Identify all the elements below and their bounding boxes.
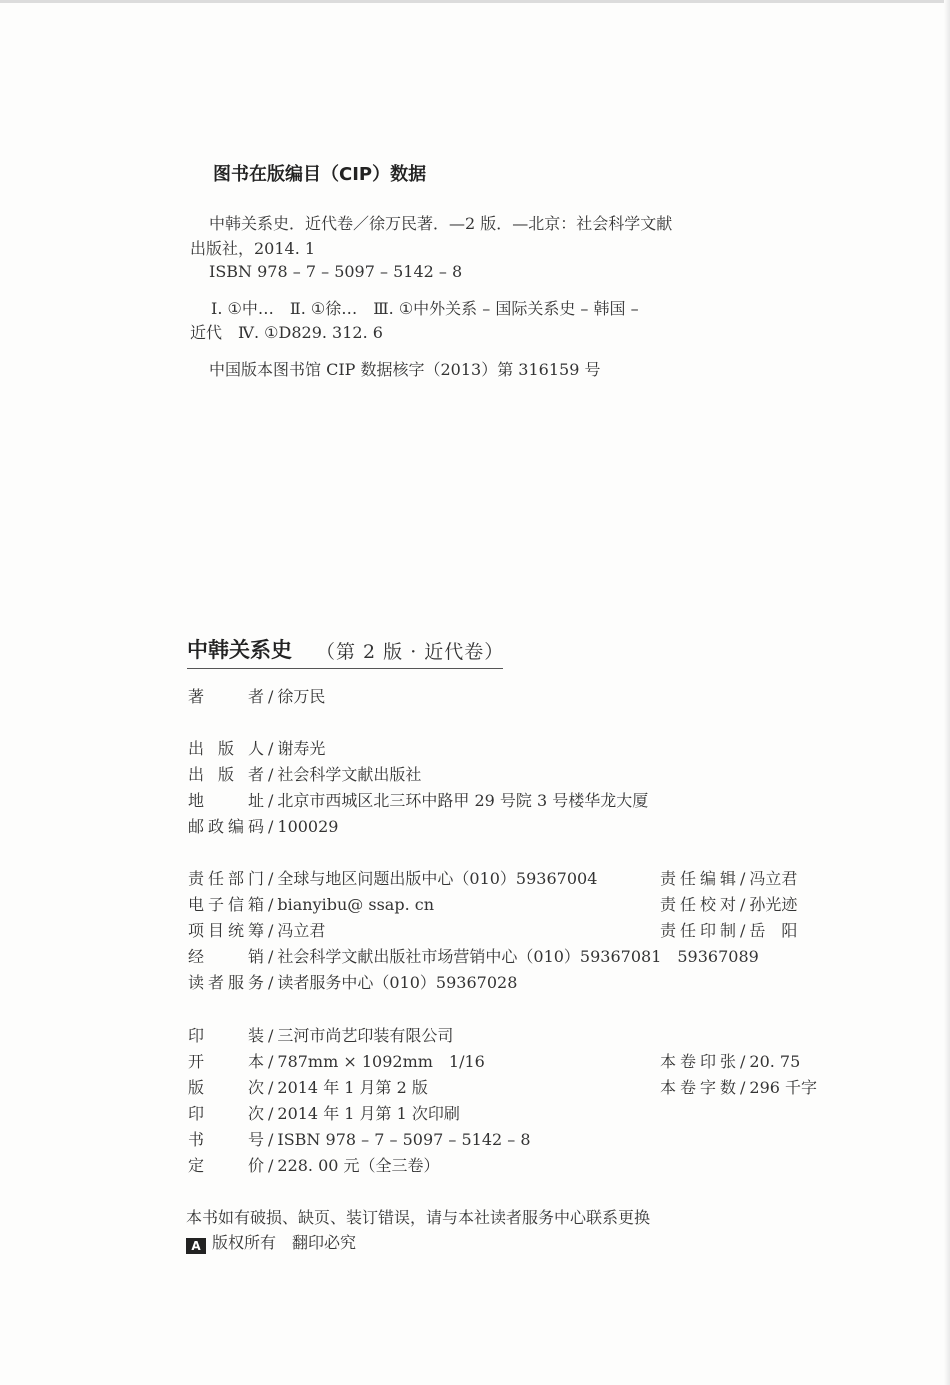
print-price: 定 价 / 228. 00 元（全三卷） (188, 1154, 440, 1178)
print-edition: 版 次 / 2014 年 1 月第 2 版 (188, 1076, 428, 1100)
credit-publisher-person-label: 出 版 人 (188, 739, 264, 758)
title-underline (187, 668, 503, 669)
dept-coordinator: 项目统筹 / 冯立君 (188, 919, 325, 943)
dept-coordinator-value: 冯立君 (277, 921, 326, 940)
credit-author-label: 著 者 (188, 687, 264, 706)
credit-postcode-label: 邮政编码 (188, 817, 264, 836)
print-price-value: 228. 00 元（全三卷） (277, 1156, 440, 1175)
dept-proofreader-value: 孙光迹 (749, 895, 798, 914)
dept-reader-service-value: 读者服务中心（010）59367028 (277, 973, 518, 992)
credit-address: 地 址 / 北京市西城区北三环中路甲 29 号院 3 号楼华龙大厦 (188, 789, 648, 813)
dept-email-value: bianyibu@ ssap. cn (277, 895, 435, 914)
credit-postcode-value: 100029 (277, 817, 339, 836)
print-sheets-value: 20. 75 (749, 1052, 801, 1071)
cip-line-4: Ⅰ. ①中… Ⅱ. ①徐… Ⅲ. ①中外关系 – 国际关系史 – 韩国 – (211, 299, 639, 318)
cip-line-1: 中韩关系史．近代卷／徐万民著．—2 版．—北京：社会科学文献 (209, 214, 673, 233)
credit-publisher: 出 版 者 / 社会科学文献出版社 (188, 763, 421, 787)
dept-responsible-value: 全球与地区问题出版中心（010）59367004 (277, 869, 598, 888)
dept-coordinator-label: 项目统筹 (188, 921, 264, 940)
credit-postcode: 邮政编码 / 100029 (188, 815, 338, 839)
dept-sales-label: 经 销 (188, 947, 264, 966)
print-words: 本卷字数 / 296 千字 (660, 1076, 817, 1100)
page-right-edge (944, 0, 950, 1385)
cip-line-3: ISBN 978 – 7 – 5097 – 5142 – 8 (209, 262, 463, 281)
print-edition-label: 版 次 (188, 1078, 264, 1097)
dept-responsible: 责任部门 / 全球与地区问题出版中心（010）59367004 (188, 867, 597, 891)
cip-line-6: 中国版本图书馆 CIP 数据核字（2013）第 316159 号 (209, 360, 601, 379)
print-isbn-value: ISBN 978 – 7 – 5097 – 5142 – 8 (277, 1130, 531, 1149)
print-binding-label: 印 装 (188, 1026, 264, 1045)
print-isbn: 书 号 / ISBN 978 – 7 – 5097 – 5142 – 8 (188, 1128, 531, 1152)
credit-address-label: 地 址 (188, 791, 264, 810)
print-sheets: 本卷印张 / 20. 75 (660, 1050, 800, 1074)
print-impression-label: 印 次 (188, 1104, 264, 1123)
dept-editor-value: 冯立君 (749, 869, 798, 888)
credit-address-value: 北京市西城区北三环中路甲 29 号院 3 号楼华龙大厦 (277, 791, 649, 810)
dept-email-label: 电子信箱 (188, 895, 264, 914)
print-edition-value: 2014 年 1 月第 2 版 (277, 1078, 428, 1097)
dept-proofreader-label: 责任校对 (660, 895, 736, 914)
dept-responsible-label: 责任部门 (188, 869, 264, 888)
print-words-value: 296 千字 (749, 1078, 818, 1097)
credit-publisher-label: 出 版 者 (188, 765, 264, 784)
print-binding: 印 装 / 三河市尚艺印装有限公司 (188, 1024, 453, 1048)
dept-printing-manager-value: 岳 阳 (749, 921, 798, 940)
dept-editor: 责任编辑 / 冯立君 (660, 867, 797, 891)
dept-email: 电子信箱 / bianyibu@ ssap. cn (188, 893, 434, 917)
damage-notice: 本书如有破损、缺页、装订错误，请与本社读者服务中心联系更换 (186, 1208, 651, 1227)
book-subtitle: （第 2 版 · 近代卷） (316, 641, 505, 663)
book-title: 中韩关系史 (187, 638, 292, 662)
page-top-edge (0, 0, 950, 3)
print-format: 开 本 / 787mm × 1092mm 1/16 (188, 1050, 485, 1074)
dept-printing-manager-label: 责任印制 (660, 921, 736, 940)
publisher-logo: A (186, 1238, 206, 1254)
print-format-label: 开 本 (188, 1052, 264, 1071)
cip-line-5: 近代 Ⅳ. ①D829. 312. 6 (190, 323, 383, 342)
cip-heading: 图书在版编目（CIP）数据 (213, 164, 427, 185)
cip-line-2: 出版社，2014. 1 (190, 239, 316, 258)
credit-publisher-person-value: 谢寿光 (277, 739, 326, 758)
credit-publisher-value: 社会科学文献出版社 (277, 765, 422, 784)
credit-publisher-person: 出 版 人 / 谢寿光 (188, 737, 325, 761)
print-price-label: 定 价 (188, 1156, 264, 1175)
dept-reader-service: 读者服务 / 读者服务中心（010）59367028 (188, 971, 517, 995)
print-impression: 印 次 / 2014 年 1 月第 1 次印刷 (188, 1102, 460, 1126)
dept-editor-label: 责任编辑 (660, 869, 736, 888)
print-sheets-label: 本卷印张 (660, 1052, 736, 1071)
dept-proofreader: 责任校对 / 孙光迹 (660, 893, 797, 917)
print-binding-value: 三河市尚艺印装有限公司 (277, 1026, 454, 1045)
dept-sales: 经 销 / 社会科学文献出版社市场营销中心（010）59367081 59367089 (188, 945, 759, 969)
credit-author: 著 者 / 徐万民 (188, 685, 325, 709)
dept-reader-service-label: 读者服务 (188, 973, 264, 992)
dept-sales-value: 社会科学文献出版社市场营销中心（010）59367081 59367089 (277, 947, 759, 966)
print-impression-value: 2014 年 1 月第 1 次印刷 (277, 1104, 460, 1123)
credit-author-value: 徐万民 (277, 687, 326, 706)
print-format-value: 787mm × 1092mm 1/16 (277, 1052, 485, 1071)
rights-text: 版权所有 翻印必究 (212, 1233, 357, 1252)
print-words-label: 本卷字数 (660, 1078, 736, 1097)
print-isbn-label: 书 号 (188, 1130, 264, 1149)
dept-printing-manager: 责任印制 / 岳 阳 (660, 919, 797, 943)
copyright-line (186, 1230, 356, 1254)
